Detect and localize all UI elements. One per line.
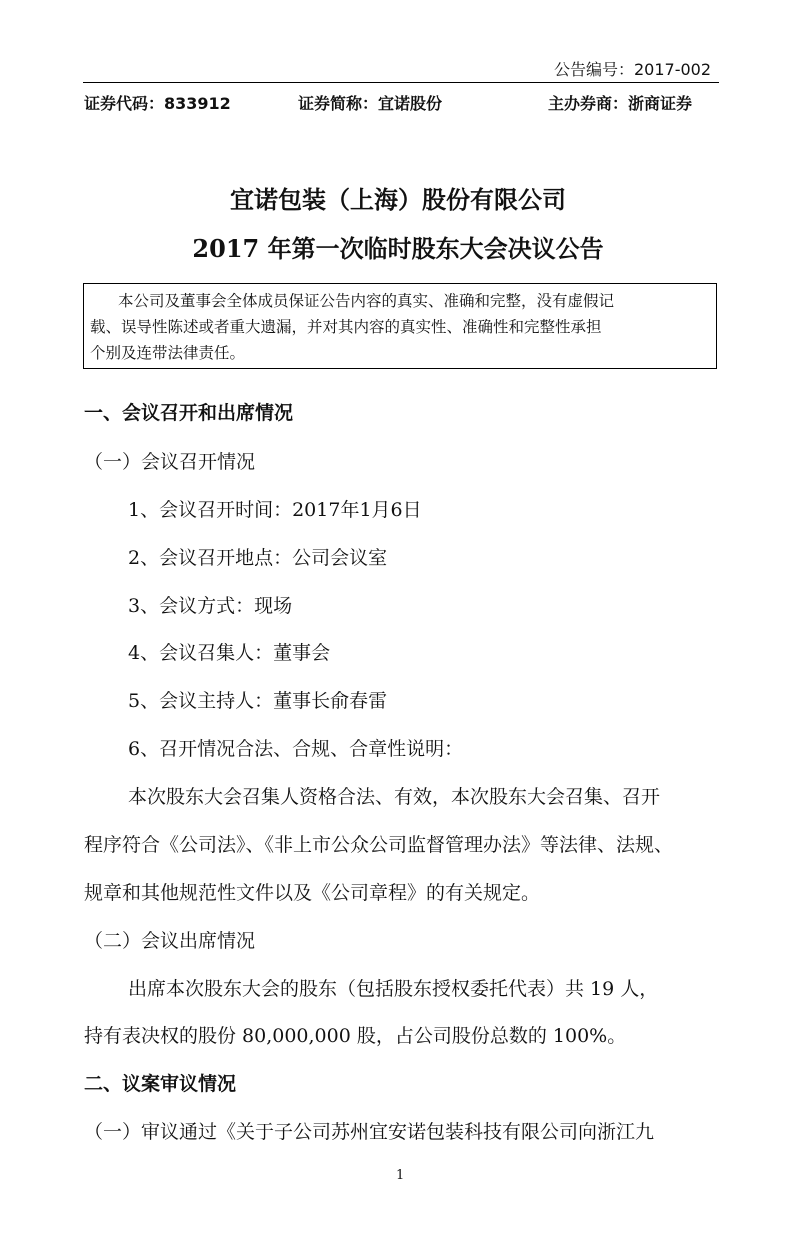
disclaimer-line2: 载、误导性陈述或者重大遗漏，并对其内容的真实性、准确性和完整性承担 [90, 318, 602, 336]
announcement-number: 公告编号：2017-002 [554, 60, 712, 79]
legality-paragraph-line3: 规章和其他规范性文件以及《公司章程》的有关规定。 [84, 882, 541, 904]
section2-item1: （一）审议通过《关于子公司苏州宜安诺包装科技有限公司向浙江九 [84, 1121, 655, 1143]
header-divider [83, 82, 719, 83]
document-title-line1: 宜诺包装（上海）股份有限公司 [230, 185, 566, 214]
legality-paragraph-line1: 本次股东大会召集人资格合法、有效，本次股东大会召集、召开 [128, 786, 661, 808]
disclaimer-line3: 个别及连带法律责任。 [90, 344, 246, 362]
meeting-item-6: 6、召开情况合法、合规、合章性说明： [128, 738, 464, 760]
meeting-item-3: 3、会议方式：现场 [128, 595, 293, 617]
attendance-paragraph-line1: 出席本次股东大会的股东（包括股东授权委托代表）共 19 人， [128, 978, 659, 1000]
meeting-item-4: 4、会议召集人：董事会 [128, 642, 331, 664]
meeting-item-1: 1、会议召开时间：2017年1月6日 [128, 499, 422, 521]
section1-sub1-heading: （一）会议召开情况 [84, 451, 256, 473]
attendance-paragraph-line2: 持有表决权的股份 80,000,000 股，占公司股份总数的 100%。 [84, 1025, 627, 1047]
stock-code: 证券代码：833912 [84, 94, 231, 113]
legality-paragraph-line2: 程序符合《公司法》、《非上市公众公司监督管理办法》等法律、法规、 [84, 834, 674, 856]
meeting-item-5: 5、会议主持人：董事长俞春雷 [128, 690, 388, 712]
section1-heading: 一、会议召开和出席情况 [84, 402, 294, 424]
document-title-line2: 2017 年第一次临时股东大会决议公告 [192, 234, 604, 263]
sponsor-broker: 主办券商：浙商证券 [548, 94, 693, 113]
stock-short-name: 证券简称：宜诺股份 [298, 94, 443, 113]
section2-heading: 二、议案审议情况 [84, 1073, 237, 1095]
disclaimer-line1: 本公司及董事会全体成员保证公告内容的真实、准确和完整，没有虚假记 [118, 292, 615, 310]
section1-sub2-heading: （二）会议出席情况 [84, 930, 256, 952]
meeting-item-2: 2、会议召开地点：公司会议室 [128, 547, 388, 569]
disclaimer-box [83, 283, 717, 369]
page-number: 1 [396, 1168, 405, 1183]
